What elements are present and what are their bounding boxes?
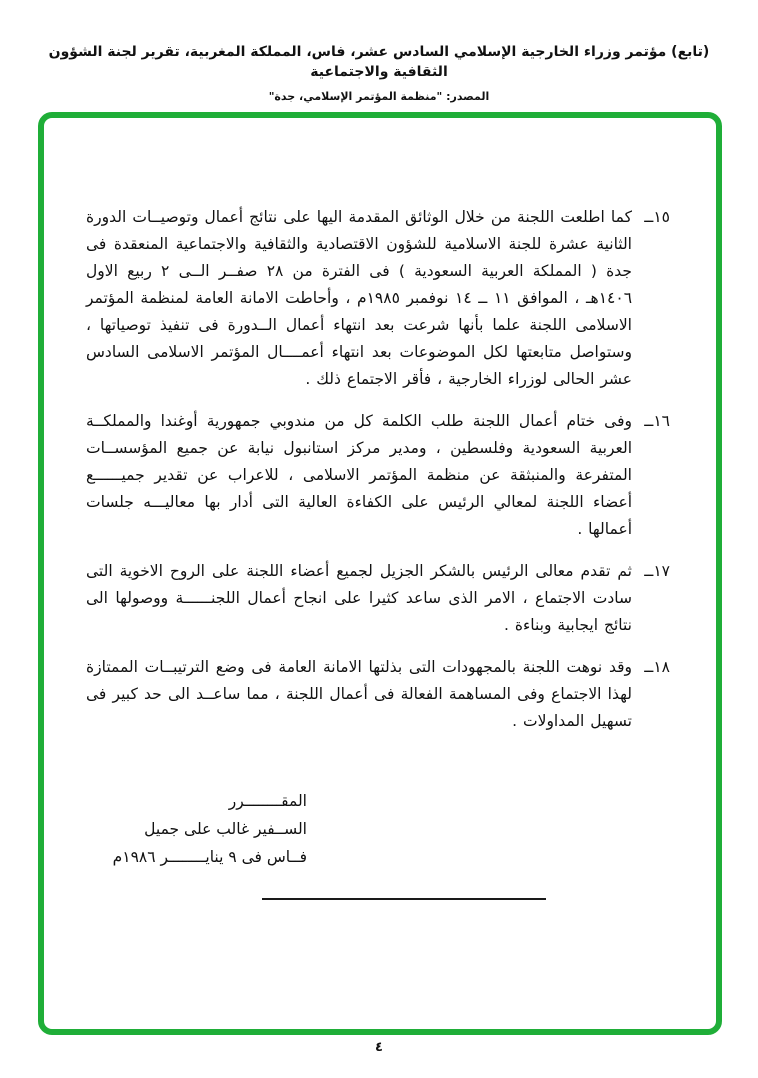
paragraph-17-number: ١٧ــ	[644, 562, 670, 580]
signature-block	[86, 787, 307, 871]
paragraph-16-text: وفى ختام أعمال اللجنة طلب الكلمة كل من مندوبي جمهورية أوغندا والمملكــة العربية السعودية وفلسطين ، ومدير مركز استانبول نيابة عن جميع المؤسســات المتفرعة والمنبثقة عن منظمة المؤتمر الاسلامى ، للاعراب عن تقدير جميــــــع أعضاء اللجنة لمعالي الرئيس على الكفاءة العالية التى أدار بها معاليـــه جلسات أعمالها .	[86, 412, 632, 538]
paragraph-18-text: وقد نوهت اللجنة بالمجهودات التى بذلتها الامانة العامة فى وضع الترتيبــات الممتازة لهذا الاجتماع وفى المساهمة الفعالة فى أعمال اللجنة ، مما ساعــد الى حد كبير فى تسهيل المداولات .	[86, 658, 632, 730]
header-source-line: المصدر: "منظمة المؤتمر الإسلامي، جدة"	[268, 90, 490, 103]
paragraph-16	[86, 408, 670, 543]
paragraph-15-text: كما اطلعت اللجنة من خلال الوثائق المقدمة اليها على نتائج أعمال وتوصيــات الدورة الثانية عشرة للجنة الاسلامية للشؤون الاقتصادية والثقافية والاجتماعية المنعقدة فى جدة ( المملكة العربية السعودية ) فى الفترة من ٢٨ صفــر الــى ٢ ربيع الاول ١٤٠٦هـ ، الموافق ١١ ــ ١٤ نوفمبر ١٩٨٥م ، وأحاطت الامانة العامة لمنظمة المؤتمر الاسلامى اللجنة علما بأنها شرعت بعد انتهاء أعمال الــدورة فى تنفيذ توصياتها ، وستواصل متابعتها لكل الموضوعات بعد انتهاء أعمــــال المؤتمر الاسلامى السادس عشر الحالى لوزراء الخارجية ، فأقر الاجتماع ذلك .	[86, 208, 633, 388]
signature-date: فــاس فى ٩ ينايــــــــر ١٩٨٦م	[112, 848, 307, 866]
content-border-frame	[38, 112, 722, 1035]
paragraph-18-number: ١٨ــ	[644, 658, 670, 676]
document-header	[0, 42, 758, 103]
paragraph-17-text: ثم تقدم معالى الرئيس بالشكر الجزيل لجميع أعضاء اللجنة على الروح الاخوية التى سادت الاجتماع ، الامر الذى ساعد كثيرا على انجاح أعمال اللجنــــــة ووصولها الى نتائج ايجابية وبناءة .	[86, 562, 632, 634]
signature-title: المقــــــــرر	[228, 792, 307, 810]
page-footer	[0, 1040, 758, 1055]
paragraph-18	[86, 654, 670, 735]
page-number: ٤	[375, 1040, 383, 1055]
paragraph-15-number: ١٥ــ	[644, 208, 670, 226]
header-title: (تابع) مؤتمر وزراء الخارجية الإسلامي السادس عشر، فاس، المملكة المغربية، تقرير لجنة الشؤون الثقافية والاجتماعية	[48, 44, 710, 80]
document-body	[44, 118, 716, 1029]
paragraph-16-number: ١٦ــ	[644, 412, 670, 430]
paragraph-17	[86, 558, 670, 639]
signature-name: الســفير غالب على جميل	[144, 820, 307, 838]
signature-divider	[262, 898, 546, 900]
paragraph-15	[86, 204, 670, 393]
